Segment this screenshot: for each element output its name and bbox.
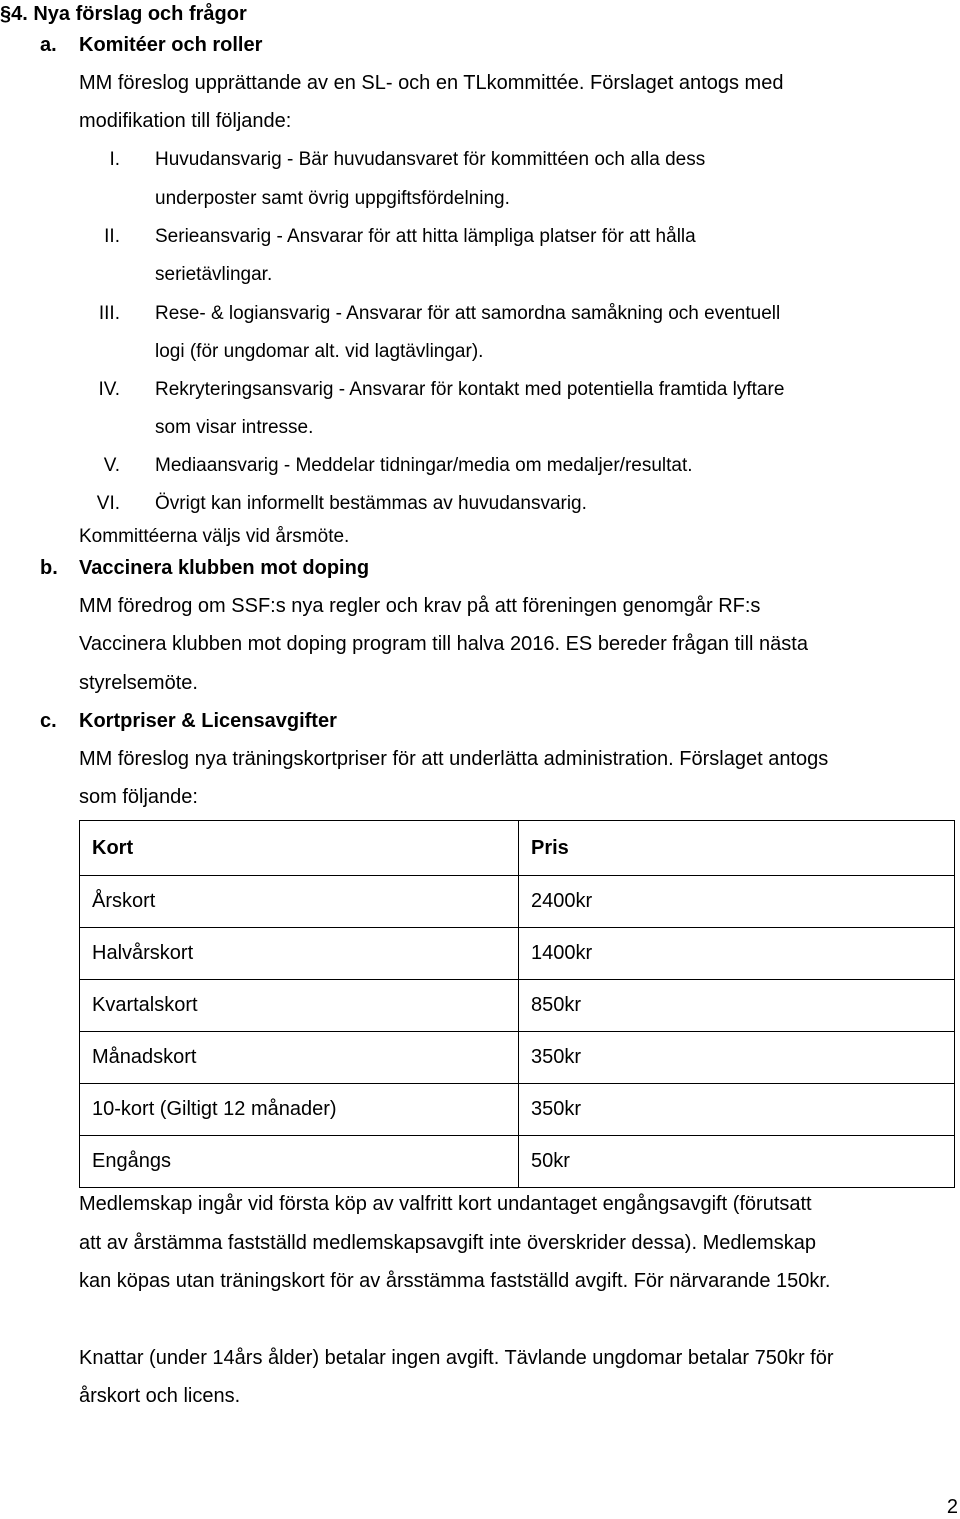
paragraph-a-closing: Kommittéerna väljs vid årsmöte. [79,526,350,547]
table-cell-pris: 1400kr [519,928,955,980]
page-number: 2 [946,1496,958,1518]
table-cell-pris: 850kr [519,980,955,1032]
table-cell-kort: Månadskort [80,1032,519,1084]
subsection-a-label: a. [40,34,57,56]
subsection-b-label: b. [40,557,58,579]
paragraph-membership-line: att av årstämma fastställd medlemskapsavgift inte överskrider dessa). Medlemskap [79,1232,816,1254]
table-cell-kort: Halvårskort [80,928,519,980]
paragraph-a-line: MM föreslog upprättande av en SL- och en TLkommittée. Förslaget antogs med [79,72,784,94]
list-item-text: Övrigt kan informellt bestämmas av huvudansvarig. [155,493,587,514]
table-header-pris: Pris [519,821,955,876]
list-item-text: underposter samt övrig uppgiftsfördelning. [155,188,510,209]
table-cell-kort: Engångs [80,1136,519,1188]
table-cell-pris: 350kr [519,1032,955,1084]
list-item-text: Serieansvarig - Ansvarar för att hitta lämpliga platser för att hålla [155,226,696,247]
list-item-text: Mediaansvarig - Meddelar tidningar/media om medaljer/resultat. [155,455,693,476]
paragraph-membership-line: kan köpas utan träningskort för av årsstämma fastställd avgift. För närvarande 150kr. [79,1270,831,1292]
list-item-text: Rekryteringsansvarig - Ansvarar för kontakt med potentiella framtida lyftare [155,379,785,400]
table-cell-kort: Årskort [80,876,519,928]
paragraph-youth-line: årskort och licens. [79,1385,241,1407]
list-item-text: serietävlingar. [155,264,273,285]
paragraph-youth-line: Knattar (under 14års ålder) betalar ingen avgift. Tävlande ungdomar betalar 750kr för [79,1347,834,1369]
table-header-row [80,821,955,876]
table-cell-kort: Kvartalskort [80,980,519,1032]
paragraph-b-line: MM föredrog om SSF:s nya regler och krav på att föreningen genomgår RF:s [79,595,761,617]
table-row [80,1084,955,1136]
subsection-b-heading: Vaccinera klubben mot doping [79,557,370,579]
paragraph-b-line: Vaccinera klubben mot doping program till halva 2016. ES bereder frågan till nästa [79,633,808,655]
paragraph-membership-line: Medlemskap ingår vid första köp av valfritt kort undantaget engångsavgift (förutsatt [79,1193,812,1215]
table-row [80,1136,955,1188]
table-cell-pris: 350kr [519,1084,955,1136]
subsection-c-heading: Kortpriser & Licensavgifter [79,710,337,732]
table-row [80,980,955,1032]
table-cell-pris: 50kr [519,1136,955,1188]
list-item-number: IV. [98,379,120,400]
list-item-number: V. [103,455,120,476]
list-item-text: som visar intresse. [155,417,314,438]
section-title: §4. Nya förslag och frågor [0,3,247,25]
paragraph-c-line: MM föreslog nya träningskortpriser för att underlätta administration. Förslaget antogs [79,748,829,770]
list-item-text: Huvudansvarig - Bär huvudansvaret för kommittéen och alla dess [155,149,706,170]
table-cell-kort: 10-kort (Giltigt 12 månader) [80,1084,519,1136]
paragraph-c-line: som följande: [79,786,198,808]
subsection-c-label: c. [40,710,57,732]
price-table [79,820,955,1188]
table-row [80,1032,955,1084]
paragraph-a-line: modifikation till följande: [79,110,292,132]
list-item-number: III. [98,303,120,324]
list-item-number: II. [104,226,120,247]
table-row [80,876,955,928]
list-item-text: Rese- & logiansvarig - Ansvarar för att samordna samåkning och eventuell [155,303,781,324]
list-item-number: I. [109,149,120,170]
table-header-kort: Kort [80,821,519,876]
table-row [80,928,955,980]
list-item-text: logi (för ungdomar alt. vid lagtävlingar). [155,341,484,362]
list-item-number: VI. [96,493,120,514]
table-cell-pris: 2400kr [519,876,955,928]
subsection-a-heading: Komitéer och roller [79,34,263,56]
paragraph-b-line: styrelsemöte. [79,672,198,694]
